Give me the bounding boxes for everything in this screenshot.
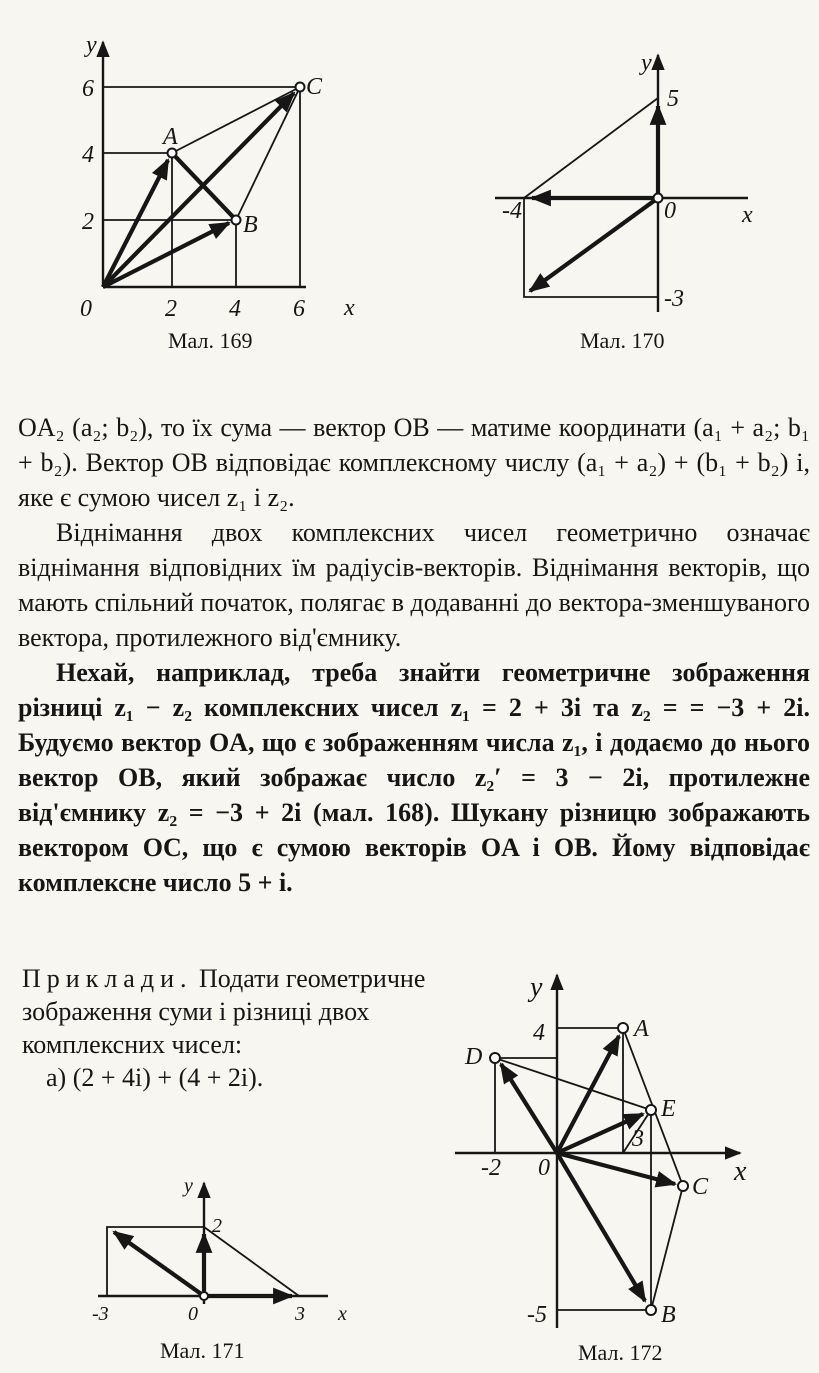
point-b	[646, 1305, 656, 1315]
body-text	[18, 410, 810, 900]
origin-point	[654, 194, 663, 203]
point-label: C	[692, 1174, 709, 1200]
paragraph-subtraction: Віднімання двох комплексних чисел геометрично означає віднімання відповідних їм радіусів-векторів. Віднімання векторів, що мають спільний початок, полягає в додаванні до вектора-зменшуваного вектора, протилежного від'ємнику.	[18, 518, 810, 652]
point-label: D	[465, 1044, 483, 1070]
tick-label: -3	[664, 286, 684, 312]
vector-od	[501, 1064, 557, 1153]
point-label: B	[243, 212, 258, 238]
vector-diag	[530, 198, 658, 291]
point-label: A	[163, 124, 178, 150]
point-c	[678, 1181, 688, 1191]
point-label: B	[661, 1302, 676, 1328]
vector-oa	[103, 160, 168, 287]
examples-intro: Подати геометричне зображення суми і різниці двох комплексних чисел:	[22, 964, 426, 1059]
point-label: A	[634, 1016, 649, 1042]
axis-x-label: x	[344, 295, 355, 321]
axis-y-label: y	[641, 50, 652, 76]
point-label: C	[306, 74, 323, 100]
axis-x-label: x	[734, 1156, 747, 1187]
segment-bc	[236, 87, 300, 220]
tick-label: 4	[229, 296, 241, 322]
edge-de	[495, 1058, 651, 1110]
vector-oe	[557, 1114, 643, 1153]
axis-y-label: y	[530, 972, 543, 1003]
caption-fig169: Мал. 169	[168, 328, 253, 353]
point-label: E	[661, 1096, 676, 1122]
point-a	[618, 1023, 628, 1033]
axis-y-label: y	[184, 1175, 193, 1197]
vector-ob	[557, 1153, 645, 1301]
caption-fig171: Мал. 171	[160, 1338, 245, 1363]
vector-oc	[103, 93, 294, 287]
edge-acb	[623, 1028, 683, 1310]
tick-label: 0	[80, 296, 92, 322]
tick-label: 6	[82, 76, 94, 102]
tick-label: -2	[481, 1155, 501, 1181]
segment-ac	[172, 87, 300, 153]
examples-heading: Приклади.	[22, 964, 193, 993]
tick-label: 2	[165, 296, 177, 322]
paragraph-example: Нехай, наприклад, треба знайти геометричне зображення різниці z₁ − z₂ комплексних чисел z₁ = 2 + 3i та z₂ = = −3 + 2i. Будуємо вектор OA, що є зображенням числа z₁, і додаємо до нього вектор OB, який зображає число z₂′ = 3 − 2i, протилежне від'ємнику z₂ = −3 + 2i (мал. 168). Шукану різницю зображають вектором OC, що є сумою векторів OA і OB. Йому відповідає комплексне число 5 + i.	[18, 658, 810, 897]
tick-label: -5	[527, 1302, 547, 1328]
axis-x-label: x	[742, 202, 753, 228]
tick-label: 0	[664, 198, 676, 224]
paragraph-vector-sum: OA₂ (a₂; b₂), то їх сума — вектор OB — матиме координати (a₁ + a₂; b₁ + b₂). Вектор OB відповідає комплексному числу (a₁ + a₂) + (b₁ + b₂) i, яке є сумою чисел z₁ і z₂.	[18, 413, 810, 512]
tick-label: 2	[82, 209, 94, 235]
vector-diag	[114, 1232, 204, 1296]
caption-fig172: Мал. 172	[578, 1340, 663, 1365]
tick-label: 3	[632, 1126, 644, 1152]
tick-label: 6	[293, 296, 305, 322]
tick-label: 5	[667, 86, 679, 112]
example-item-a: а) (2 + 4i) + (4 + 2i).	[46, 1063, 264, 1092]
point-e	[646, 1105, 656, 1115]
tick-label: 4	[533, 1020, 545, 1046]
caption-fig170: Мал. 170	[580, 328, 665, 353]
tick-label: 0	[188, 1303, 198, 1325]
axis-y-label: y	[86, 32, 97, 58]
vector-oa	[557, 1036, 619, 1153]
origin-point	[200, 1292, 208, 1300]
axis-x-label: x	[338, 1303, 347, 1325]
guide-diag	[204, 1227, 299, 1296]
point-c	[296, 83, 305, 92]
point-d	[490, 1053, 500, 1063]
vector-ob	[103, 223, 229, 287]
examples-block	[22, 962, 427, 1094]
tick-label: -3	[92, 1303, 109, 1325]
tick-label: 3	[295, 1303, 305, 1325]
tick-label: -4	[502, 198, 522, 224]
point-b	[232, 216, 241, 225]
tick-label: 2	[212, 1215, 222, 1237]
tick-label: 0	[538, 1155, 550, 1181]
tick-label: 4	[82, 142, 94, 168]
